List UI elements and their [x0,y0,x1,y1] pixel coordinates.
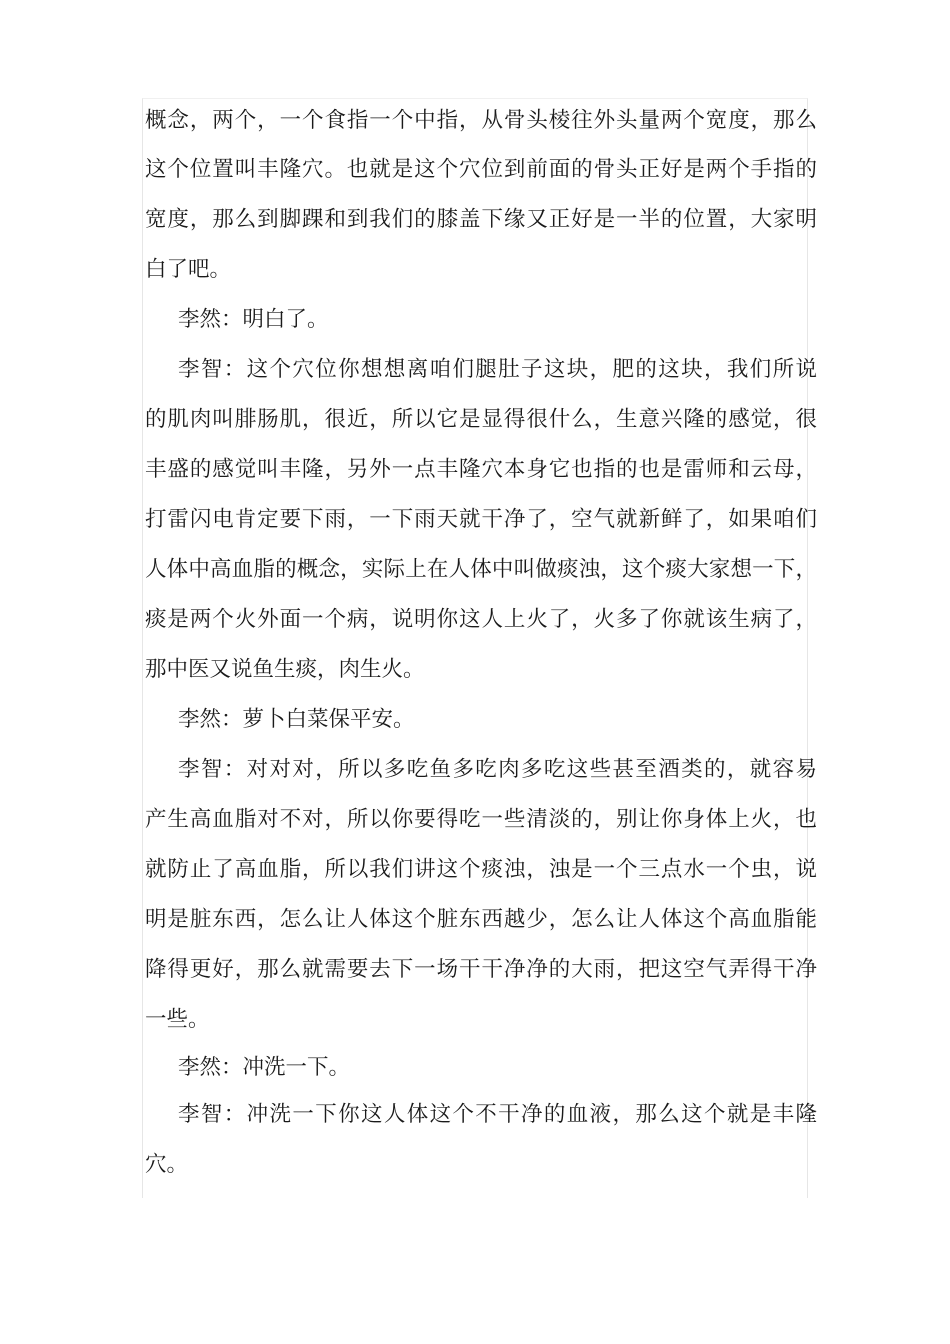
text-line: 的肌肉叫腓肠肌，很近，所以它是显得很什么，生意兴隆的感觉，很 [145,407,817,432]
text-line: 宽度，那么到脚踝和到我们的膝盖下缘又正好是一半的位置，大家明 [145,207,817,232]
text-line: 穴。 [145,1152,189,1177]
dialogue-line: 李然：萝卜白菜保平安。 [178,707,415,732]
text-line: 产生高血脂对不对，所以你要得吃一些清淡的，别让你身体上火，也 [145,807,817,832]
text-line: 人体中高血脂的概念，实际上在人体中叫做痰浊，这个痰大家想一下， [145,557,817,582]
text-line: 这个位置叫丰隆穴。也就是这个穴位到前面的骨头正好是两个手指的 [145,157,817,182]
text-line: 明是脏东西，怎么让人体这个脏东西越少，怎么让人体这个高血脂能 [145,907,817,932]
text-line: 丰盛的感觉叫丰隆，另外一点丰隆穴本身它也指的也是雷师和云母， [145,457,817,482]
text-line: 降得更好，那么就需要去下一场干干净净的大雨，把这空气弄得干净 [145,957,817,982]
dialogue-line: 李然：明白了。 [178,307,329,332]
dialogue-line: 李智：对对对，所以多吃鱼多吃肉多吃这些甚至酒类的，就容易 [178,757,817,782]
text-line: 白了吧。 [145,257,232,282]
text-line: 概念，两个，一个食指一个中指，从骨头棱往外头量两个宽度，那么 [145,108,817,133]
text-line: 就防止了高血脂，所以我们讲这个痰浊，浊是一个三点水一个虫，说 [145,857,817,882]
text-line: 一些。 [145,1007,210,1032]
text-line: 打雷闪电肯定要下雨，一下雨天就干净了，空气就新鲜了，如果咱们 [145,507,817,532]
dialogue-line: 李智：冲洗一下你这人体这个不干净的血液，那么这个就是丰隆 [178,1102,817,1127]
dialogue-line: 李智：这个穴位你想想离咱们腿肚子这块，肥的这块，我们所说 [178,357,817,382]
text-line: 那中医又说鱼生痰，肉生火。 [145,657,425,682]
dialogue-line: 李然：冲洗一下。 [178,1055,351,1080]
text-line: 痰是两个火外面一个病，说明你这人上火了，火多了你就该生病了， [145,607,817,632]
page-frame [142,98,808,1198]
